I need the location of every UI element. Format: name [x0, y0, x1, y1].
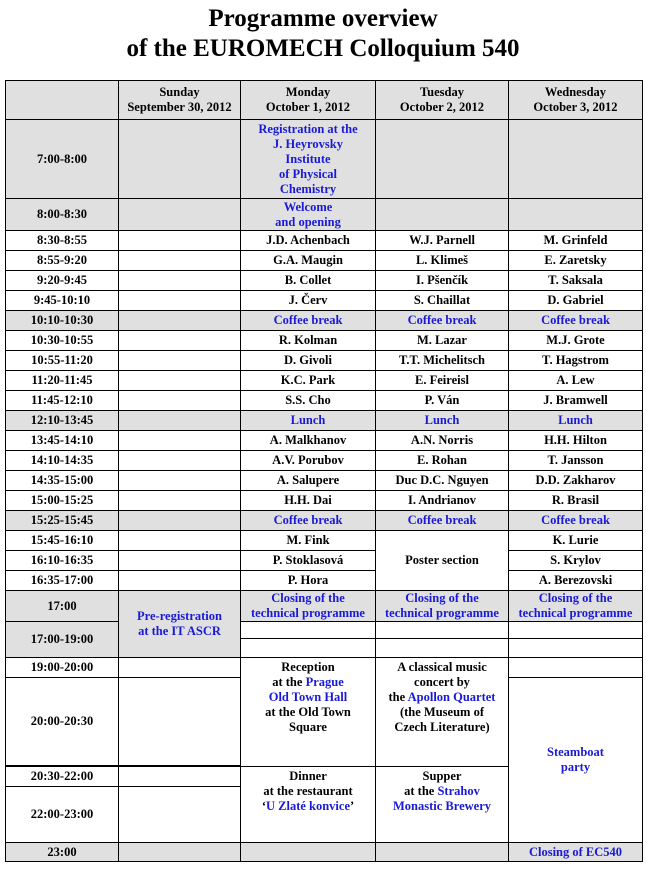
header-row: [6, 81, 643, 120]
time-cell: 20:00-20:30: [6, 678, 119, 766]
time-cell: 15:00-15:25: [6, 491, 119, 511]
time-cell: 9:45-10:10: [6, 291, 119, 311]
time-cell: 16:35-17:00: [6, 571, 119, 591]
reception-cell: Reception at the Prague Old Town Hall at the Old Town Square: [241, 658, 376, 767]
time-cell: 14:10-14:35: [6, 451, 119, 471]
speaker-cell: A. Lew: [509, 371, 643, 391]
table-row: [6, 622, 643, 639]
speaker-cell: H.H. Hilton: [509, 431, 643, 451]
table-row: [6, 531, 643, 551]
speaker-cell: T. Saksala: [509, 271, 643, 291]
speaker-cell: A. Berezovski: [509, 571, 643, 591]
table-row: [6, 271, 643, 291]
table-row: [6, 551, 643, 571]
speaker-cell: P. Hora: [241, 571, 376, 591]
speaker-cell: K.C. Park: [241, 371, 376, 391]
time-cell: 10:30-10:55: [6, 331, 119, 351]
header-monday: Monday October 1, 2012: [241, 81, 376, 120]
speaker-cell: Duc D.C. Nguyen: [376, 471, 509, 491]
programme-table: [5, 80, 643, 862]
time-cell: 11:20-11:45: [6, 371, 119, 391]
speaker-cell: K. Lurie: [509, 531, 643, 551]
speaker-cell: E. Feireisl: [376, 371, 509, 391]
time-cell: 9:20-9:45: [6, 271, 119, 291]
speaker-cell: S.S. Cho: [241, 391, 376, 411]
speaker-cell: J. Bramwell: [509, 391, 643, 411]
speaker-cell: T. Jansson: [509, 451, 643, 471]
table-row: [6, 431, 643, 451]
table-row: [6, 843, 643, 862]
coffee-break-cell: Coffee break: [509, 311, 643, 331]
supper-cell: Supper at the Strahov Monastic Brewery: [376, 767, 509, 843]
speaker-cell: M.J. Grote: [509, 331, 643, 351]
speaker-cell: P. Ván: [376, 391, 509, 411]
coffee-break-cell: Coffee break: [241, 511, 376, 531]
table-row: [6, 351, 643, 371]
coffee-break-cell: Coffee break: [376, 511, 509, 531]
speaker-cell: H.H. Dai: [241, 491, 376, 511]
closing-cell: Closing of the technical programme: [509, 591, 643, 622]
time-cell: 15:45-16:10: [6, 531, 119, 551]
table-row: [6, 471, 643, 491]
table-row: [6, 291, 643, 311]
speaker-cell: J.D. Achenbach: [241, 231, 376, 251]
table-row: [6, 311, 643, 331]
lunch-cell: Lunch: [509, 411, 643, 431]
speaker-cell: I. Andrianov: [376, 491, 509, 511]
speaker-cell: A.N. Norris: [376, 431, 509, 451]
poster-section-cell: Poster section: [376, 531, 509, 591]
closing-ec540-cell: Closing of EC540: [509, 843, 643, 862]
speaker-cell: M. Grinfeld: [509, 231, 643, 251]
steamboat-party-cell: Steamboat party: [509, 678, 643, 843]
dinner-cell: Dinner at the restaurant ‘U Zlaté konvice’: [241, 767, 376, 843]
table-row: [6, 371, 643, 391]
page-title: [0, 4, 646, 70]
coffee-break-cell: Coffee break: [376, 311, 509, 331]
header-sunday: Sunday September 30, 2012: [119, 81, 241, 120]
time-cell: 8:55-9:20: [6, 251, 119, 271]
speaker-cell: S. Krylov: [509, 551, 643, 571]
time-cell: 7:00-8:00: [6, 120, 119, 199]
preregistration-cell: Pre-registration at the IT ASCR: [119, 591, 241, 658]
coffee-break-cell: Coffee break: [509, 511, 643, 531]
time-cell: 20:30-22:00: [6, 767, 119, 787]
header-tuesday: Tuesday October 2, 2012: [376, 81, 509, 120]
title-line-2: of the EUROMECH Colloquium 540: [126, 35, 520, 62]
speaker-cell: R. Kolman: [241, 331, 376, 351]
time-cell: 15:25-15:45: [6, 511, 119, 531]
time-cell: 8:00-8:30: [6, 199, 119, 231]
lunch-cell: Lunch: [241, 411, 376, 431]
header-wednesday: Wednesday October 3, 2012: [509, 81, 643, 120]
time-cell: 8:30-8:55: [6, 231, 119, 251]
title-line-1: Programme overview: [208, 5, 438, 32]
header-corner: [6, 81, 119, 120]
speaker-cell: I. Pšenčík: [376, 271, 509, 291]
table-row: [6, 391, 643, 411]
time-cell: 10:10-10:30: [6, 311, 119, 331]
speaker-cell: M. Fink: [241, 531, 376, 551]
speaker-cell: D. Givoli: [241, 351, 376, 371]
speaker-cell: E. Zaretsky: [509, 251, 643, 271]
speaker-cell: B. Collet: [241, 271, 376, 291]
speaker-cell: J. Červ: [241, 291, 376, 311]
time-cell: 17:00: [6, 591, 119, 622]
speaker-cell: A. Salupere: [241, 471, 376, 491]
table-row: [6, 199, 643, 231]
table-row: [6, 331, 643, 351]
speaker-cell: D. Gabriel: [509, 291, 643, 311]
welcome-cell: Welcome and opening: [241, 199, 376, 231]
speaker-cell: G.A. Maugin: [241, 251, 376, 271]
speaker-cell: T.T. Michelitsch: [376, 351, 509, 371]
time-cell: 12:10-13:45: [6, 411, 119, 431]
time-cell: 23:00: [6, 843, 119, 862]
table-row: [6, 491, 643, 511]
time-cell: 17:00-19:00: [6, 622, 119, 658]
table-row: [6, 451, 643, 471]
speaker-cell: S. Chaillat: [376, 291, 509, 311]
speaker-cell: E. Rohan: [376, 451, 509, 471]
closing-cell: Closing of the technical programme: [241, 591, 376, 622]
time-cell: 10:55-11:20: [6, 351, 119, 371]
table-row: [6, 591, 643, 622]
speaker-cell: A. Malkhanov: [241, 431, 376, 451]
speaker-cell: W.J. Parnell: [376, 231, 509, 251]
table-row: [6, 120, 643, 199]
speaker-cell: M. Lazar: [376, 331, 509, 351]
time-cell: 13:45-14:10: [6, 431, 119, 451]
table-row: [6, 251, 643, 271]
table-row: [6, 511, 643, 531]
concert-cell: A classical music concert by the Apollon Quartet (the Museum of Czech Literature): [376, 658, 509, 767]
speaker-cell: D.D. Zakharov: [509, 471, 643, 491]
lunch-cell: Lunch: [376, 411, 509, 431]
table-row: [6, 231, 643, 251]
time-cell: 16:10-16:35: [6, 551, 119, 571]
table-row: [6, 571, 643, 591]
registration-cell: Registration at the J. Heyrovsky Institute of Physical Chemistry: [241, 120, 376, 199]
speaker-cell: T. Hagstrom: [509, 351, 643, 371]
time-cell: 22:00-23:00: [6, 787, 119, 843]
speaker-cell: L. Klimeš: [376, 251, 509, 271]
table-row: [6, 411, 643, 431]
speaker-cell: R. Brasil: [509, 491, 643, 511]
time-cell: 11:45-12:10: [6, 391, 119, 411]
speaker-cell: P. Stoklasová: [241, 551, 376, 571]
speaker-cell: A.V. Porubov: [241, 451, 376, 471]
table-row: [6, 658, 643, 678]
time-cell: 19:00-20:00: [6, 658, 119, 678]
coffee-break-cell: Coffee break: [241, 311, 376, 331]
time-cell: 14:35-15:00: [6, 471, 119, 491]
closing-cell: Closing of the technical programme: [376, 591, 509, 622]
